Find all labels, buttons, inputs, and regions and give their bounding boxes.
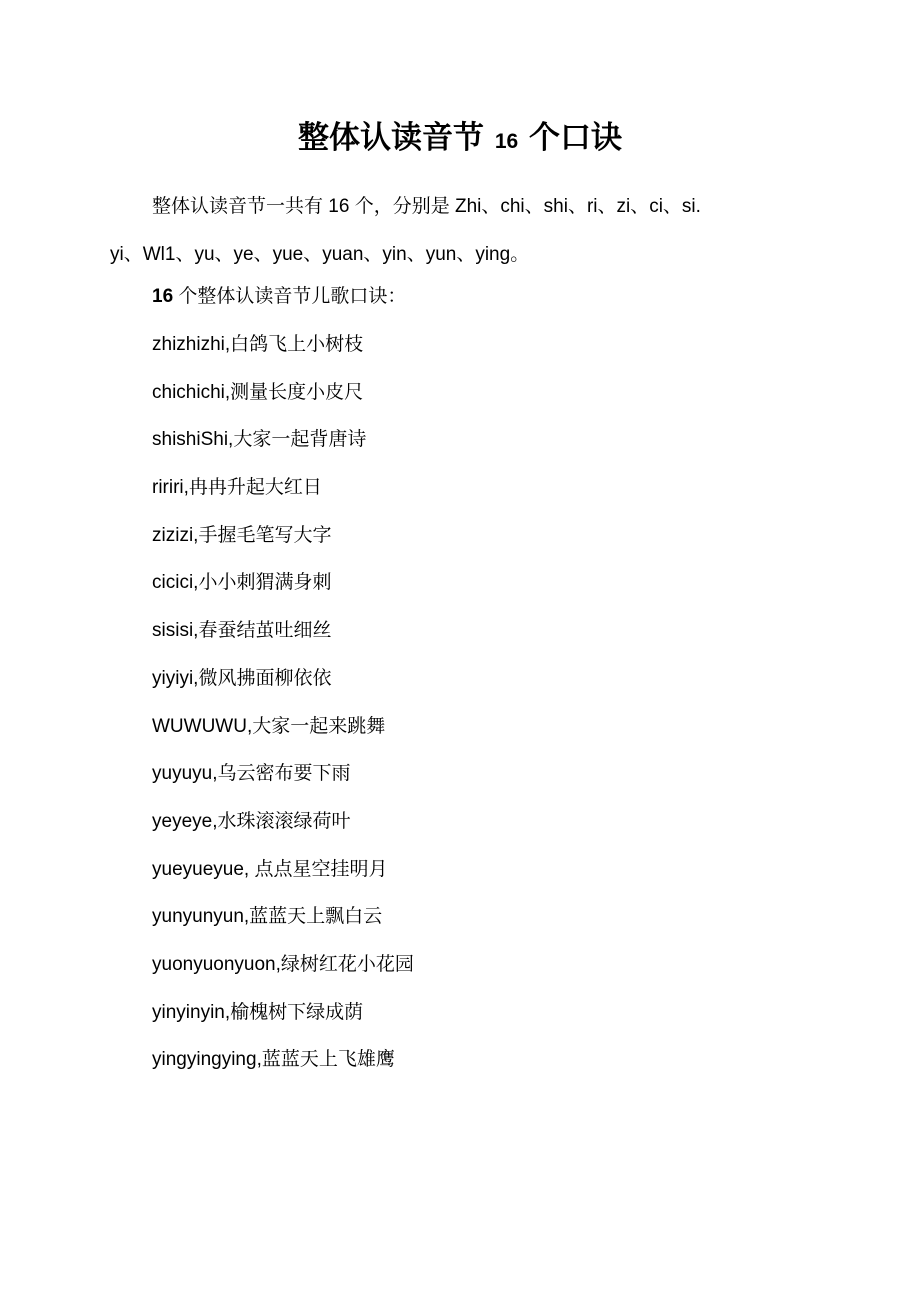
intro-line-1: 整体认读音节一共有 16 个，分别是 Zhi、chi、shi、ri、zi、ci、si. bbox=[152, 196, 701, 217]
rhyme-line-ci: cicici,小小刺猬满身刺 bbox=[152, 572, 332, 594]
rhyme-line-yin: yinyinyin,榆槐树下绿成荫 bbox=[152, 1001, 364, 1023]
title-number: 16 bbox=[494, 130, 519, 153]
rhyme-line-yuan: yuonyuonyuon,绿树红花小花园 bbox=[152, 953, 414, 975]
rhyme-line-yi: yiyiyi,微风拂面柳依依 bbox=[152, 667, 332, 689]
rhyme-line-yue: yueyueyue, 点点星空挂明月 bbox=[152, 858, 388, 880]
rhyme-line-zi: zizizi,手握毛笔写大字 bbox=[152, 524, 332, 546]
title-prefix: 整体认读音节 bbox=[298, 120, 485, 156]
rhyme-line-si: sisisi,春蚕结茧吐细丝 bbox=[152, 620, 332, 642]
rhyme-list bbox=[152, 327, 414, 1090]
rhyme-line-shi: shishiShi,大家一起背唐诗 bbox=[152, 429, 367, 451]
rhyme-line-ye: yeyeye,水珠滚滚绿荷叶 bbox=[152, 810, 351, 832]
rhyme-line-chi: chichichi,测量长度小皮尺 bbox=[152, 381, 364, 403]
rhymes-heading bbox=[152, 279, 406, 315]
intro-paragraph bbox=[110, 183, 770, 279]
rhyme-line-yu: yuyuyu,乌云密布要下雨 bbox=[152, 763, 351, 785]
rhyme-line-yun: yunyunyun,蓝蓝天上飘白云 bbox=[152, 906, 383, 928]
title-suffix: 个口诀 bbox=[528, 120, 622, 156]
page-title bbox=[0, 116, 920, 164]
intro-line-2: yi、Wl1、yu、ye、yue、yuan、yin、yun、ying。 bbox=[110, 244, 530, 265]
rhyme-line-ri: ririri,冉冉升起大红日 bbox=[152, 477, 322, 499]
rhyme-line-wu: WUWUWU,大家一起来跳舞 bbox=[152, 715, 386, 737]
rhyme-line-ying: yingyingying,蓝蓝天上飞雄鹰 bbox=[152, 1049, 395, 1071]
rhymes-heading-text: 个整体认读音节儿歌口诀： bbox=[178, 286, 407, 307]
rhymes-heading-number: 16 bbox=[152, 286, 174, 307]
rhyme-line-zhi: zhizhizhi,白鸽飞上小树枝 bbox=[152, 334, 364, 355]
